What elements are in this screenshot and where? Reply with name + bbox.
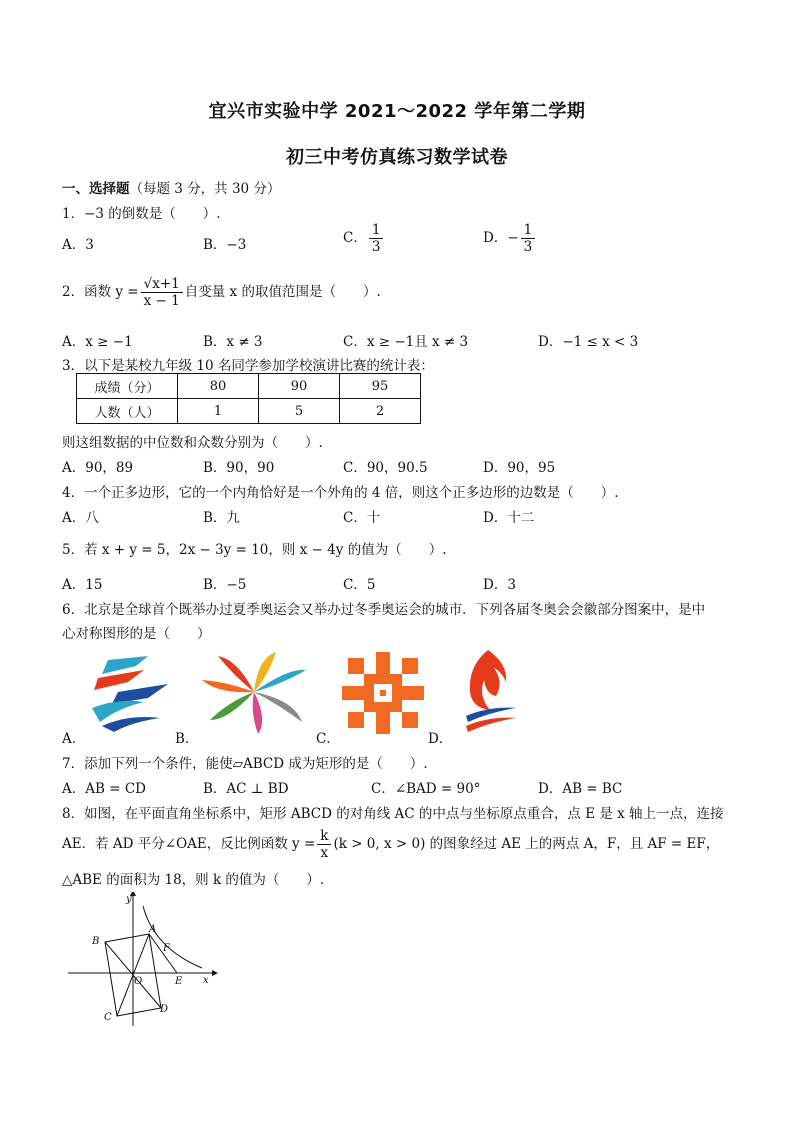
table-cell: 成绩（分） bbox=[77, 374, 178, 399]
q2-stem bbox=[62, 276, 381, 309]
q5-stem: 5．若 x + y = 5，2x − 3y = 10，则 x − 4y 的值为（ ）. bbox=[62, 542, 447, 558]
q3-stats-table bbox=[76, 373, 421, 424]
q1-c-label: C． bbox=[343, 230, 367, 246]
q5-option-b: B．−5 bbox=[203, 577, 247, 593]
q4-stem: 4．一个正多边形，它的一个内角恰好是一个外角的 4 倍，则这个正多边形的边数是（ ）. bbox=[62, 485, 619, 501]
table-cell: 90 bbox=[259, 374, 340, 399]
q5-option-d: D．3 bbox=[483, 577, 516, 593]
table-cell: 95 bbox=[340, 374, 421, 399]
q7-option-c: C．∠BAD = 90° bbox=[371, 781, 481, 797]
q2-den: x − 1 bbox=[143, 293, 180, 309]
q3-option-b: B．90，90 bbox=[203, 460, 275, 476]
q8-coordinate-figure bbox=[62, 892, 222, 1028]
label-o: O bbox=[134, 976, 143, 987]
q3-option-a: A．90，89 bbox=[62, 460, 134, 476]
q1-option-c bbox=[343, 222, 385, 255]
q2-option-a: A．x ≥ −1 bbox=[62, 334, 133, 350]
q7-stem: 7．添加下列一个条件，能使▱ABCD 成为矩形的是（ ）. bbox=[62, 756, 428, 772]
section-note: （每题 3 分，共 30 分） bbox=[129, 181, 281, 197]
q3-option-c: C．90，90.5 bbox=[343, 460, 428, 476]
q8-line2 bbox=[62, 828, 719, 861]
label-d: D bbox=[160, 1004, 169, 1015]
q4-option-b: B．九 bbox=[203, 510, 240, 526]
q8-line2-post: (k > 0, x > 0) 的图象经过 AE 上的两点 A，F，且 AF = EF， bbox=[333, 836, 720, 852]
winter-olympics-emblem-c-image bbox=[342, 652, 424, 734]
q8-num: k bbox=[317, 828, 331, 845]
q2-option-b: B．x ≠ 3 bbox=[203, 334, 263, 350]
q5-option-a: A．15 bbox=[62, 577, 103, 593]
q7-option-a: A．AB = CD bbox=[62, 781, 146, 797]
section-title: 一、选择题 bbox=[62, 181, 130, 197]
label-c: C bbox=[104, 1012, 112, 1023]
label-x: x bbox=[203, 975, 209, 986]
q1-option-b: B．−3 bbox=[203, 237, 247, 253]
q2-option-d: D．−1 ≤ x < 3 bbox=[538, 334, 639, 350]
q4-option-d: D．十二 bbox=[483, 510, 535, 526]
q6-option-a: A． bbox=[62, 731, 86, 747]
table-cell: 2 bbox=[340, 399, 421, 424]
q3-option-d: D．90，95 bbox=[483, 460, 556, 476]
q2-suffix: 自变量 x 的取值范围是（ ）. bbox=[184, 284, 381, 300]
table-cell: 人数（人） bbox=[77, 399, 178, 424]
label-b: B bbox=[92, 936, 100, 947]
q1-d-label: D．− bbox=[483, 230, 519, 246]
label-e: E bbox=[175, 976, 183, 987]
q1-c-fraction bbox=[369, 222, 384, 255]
label-a: A bbox=[149, 924, 157, 935]
q2-option-c: C．x ≥ −1且 x ≠ 3 bbox=[343, 334, 469, 350]
q6-option-c: C． bbox=[316, 731, 340, 747]
q3-question: 则这组数据的中位数和众数分别为（ ）. bbox=[62, 435, 323, 451]
winter-olympics-emblem-a-image bbox=[88, 652, 174, 734]
q3-stem: 3．以下是某校九年级 10 名同学参加学校演讲比赛的统计表： bbox=[62, 358, 434, 374]
q1-option-a: A．3 bbox=[62, 237, 94, 253]
label-f: F bbox=[163, 943, 170, 954]
q8-fraction bbox=[317, 828, 331, 861]
q1-d-fraction bbox=[521, 222, 536, 255]
q6-stem-line2: 心对称图形的是（ ） bbox=[62, 626, 211, 642]
section-heading bbox=[62, 177, 280, 197]
q2-fraction bbox=[141, 276, 183, 309]
table-cell: 80 bbox=[178, 374, 259, 399]
q8-line3: △ABE 的面积为 18，则 k 的值为（ ）. bbox=[62, 872, 325, 888]
exam-title-line1: 宜兴市实验中学 2021～2022 学年第二学期 bbox=[208, 101, 586, 122]
exam-title-line2: 初三中考仿真练习数学试卷 bbox=[286, 147, 508, 168]
q8-line2-pre: AE．若 AD 平分∠OAE，反比例函数 y = bbox=[62, 836, 316, 852]
q1-option-d bbox=[483, 222, 537, 255]
q4-option-a: A．八 bbox=[62, 510, 99, 526]
q6-option-b: B． bbox=[175, 731, 199, 747]
q1-c-num: 1 bbox=[369, 222, 384, 239]
q8-den: x bbox=[320, 845, 329, 861]
table-row bbox=[77, 374, 421, 399]
hyperbola-curve bbox=[143, 906, 202, 968]
q4-option-c: C．十 bbox=[343, 510, 381, 526]
q1-c-den: 3 bbox=[371, 239, 381, 255]
winter-olympics-emblem-b-image bbox=[198, 650, 310, 736]
q7-option-b: B．AC ⊥ BD bbox=[203, 781, 289, 797]
q1-stem: 1．−3 的倒数是（ ）. bbox=[62, 206, 221, 222]
q5-option-c: C．5 bbox=[343, 577, 376, 593]
q2-num: √x+1 bbox=[141, 276, 183, 293]
table-cell: 1 bbox=[178, 399, 259, 424]
q8-line1: 8．如图，在平面直角坐标系中，矩形 ABCD 的对角线 AC 的中点与坐标原点重合，点 E 是 x 轴上一点，连接 bbox=[62, 806, 724, 822]
q6-stem-line1: 6．北京是全球首个既举办过夏季奥运会又举办过冬季奥运会的城市．下列各届冬奥会会徽部分图案中，是中 bbox=[62, 602, 706, 618]
winter-olympics-emblem-d-image bbox=[460, 646, 520, 734]
q2-prefix: 2．函数 y = bbox=[62, 284, 139, 300]
q6-option-d: D． bbox=[428, 731, 453, 747]
table-row bbox=[77, 399, 421, 424]
q1-d-den: 3 bbox=[523, 239, 533, 255]
q1-d-num: 1 bbox=[521, 222, 536, 239]
q7-option-d: D．AB = BC bbox=[538, 781, 623, 797]
label-y: y bbox=[126, 894, 132, 905]
table-cell: 5 bbox=[259, 399, 340, 424]
